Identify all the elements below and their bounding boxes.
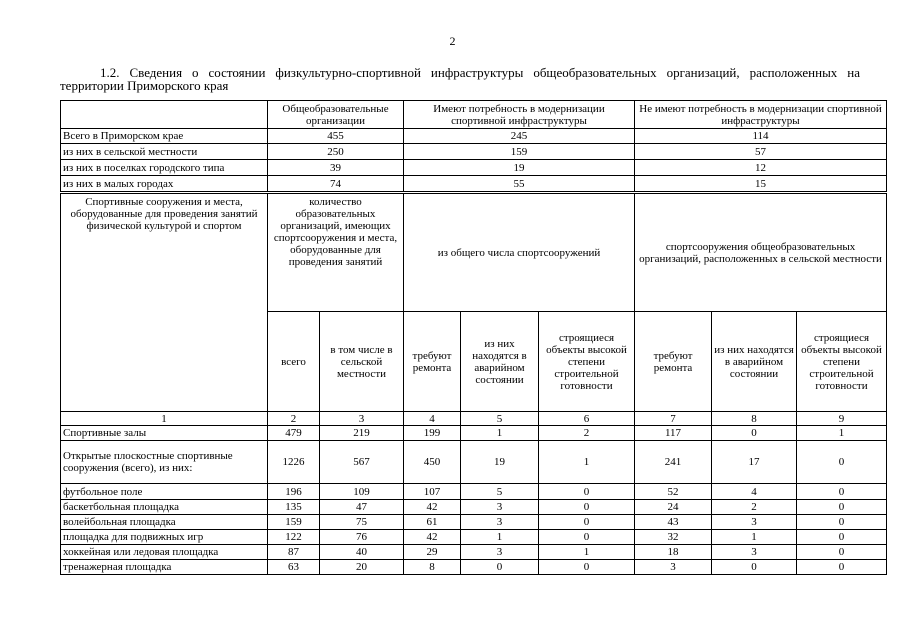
cell-value: 20	[320, 560, 404, 575]
row-label: из них в сельской местности	[61, 144, 268, 160]
row-label: Всего в Приморском крае	[61, 129, 268, 144]
cell-value: 39	[268, 160, 404, 176]
heading-text: 1.2. Сведения о состоянии физкультурно-спортивной инфраструктуры общеобразовательных организаций, расположенных на территории Приморского края	[60, 65, 860, 93]
row-label: из них в поселках городского типа	[61, 160, 268, 176]
header-org-count: количество образовательных организаций, имеющих спортсооружения и места, оборудованные для проведения занятий	[268, 194, 404, 312]
row-label: Открытые плоскостные спортивные сооружения (всего), из них:	[61, 441, 268, 484]
section-heading	[60, 66, 860, 92]
subheader-repair-rural: требуют ремонта	[635, 312, 712, 412]
cell-value: 135	[268, 500, 320, 515]
cell-value: 199	[404, 426, 461, 441]
cell-value: 3	[712, 515, 797, 530]
cell-value: 159	[268, 515, 320, 530]
cell-value: 32	[635, 530, 712, 545]
cell-value: 0	[539, 560, 635, 575]
cell-value: 76	[320, 530, 404, 545]
cell-value: 52	[635, 484, 712, 500]
col-number: 9	[797, 412, 887, 426]
summary-header-orgs: Общеобразовательные организации	[268, 101, 404, 129]
subheader-total: всего	[268, 312, 320, 412]
cell-value: 47	[320, 500, 404, 515]
cell-value: 3	[461, 515, 539, 530]
header-of-total: из общего числа спортсооружений	[404, 194, 635, 312]
facilities-header-row	[61, 194, 887, 312]
cell-value: 3	[461, 545, 539, 560]
cell-value: 0	[712, 560, 797, 575]
facilities-table	[60, 193, 887, 575]
cell-value: 3	[635, 560, 712, 575]
table-row	[61, 500, 887, 515]
subheader-building-rural: строящиеся объекты высокой степени строительной готовности	[797, 312, 887, 412]
cell-value: 42	[404, 530, 461, 545]
table-row	[61, 441, 887, 484]
column-number-row	[61, 412, 887, 426]
page-number: 2	[449, 34, 456, 48]
col-number: 6	[539, 412, 635, 426]
cell-value: 55	[404, 176, 635, 192]
cell-value: 0	[539, 515, 635, 530]
cell-value: 1	[461, 530, 539, 545]
cell-value: 0	[539, 484, 635, 500]
row-label: баскетбольная площадка	[61, 500, 268, 515]
cell-value: 219	[320, 426, 404, 441]
cell-value: 61	[404, 515, 461, 530]
cell-value: 4	[712, 484, 797, 500]
cell-value: 29	[404, 545, 461, 560]
row-label: тренажерная площадка	[61, 560, 268, 575]
cell-value: 1	[712, 530, 797, 545]
facilities-row-header: Спортивные сооружения и места, оборудованные для проведения занятий физической культурой и спортом	[61, 194, 268, 412]
col-number: 8	[712, 412, 797, 426]
cell-value: 2	[712, 500, 797, 515]
col-number: 2	[268, 412, 320, 426]
cell-value: 18	[635, 545, 712, 560]
col-number: 7	[635, 412, 712, 426]
cell-value: 15	[635, 176, 887, 192]
cell-value: 479	[268, 426, 320, 441]
summary-header-need: Имеют потребность в модернизации спортивной инфраструктуры	[404, 101, 635, 129]
cell-value: 2	[539, 426, 635, 441]
col-number: 4	[404, 412, 461, 426]
row-label: хоккейная или ледовая площадка	[61, 545, 268, 560]
table-row	[61, 160, 887, 176]
cell-value: 122	[268, 530, 320, 545]
table-row	[61, 545, 887, 560]
cell-value: 3	[461, 500, 539, 515]
summary-corner-cell	[61, 101, 268, 129]
cell-value: 0	[539, 530, 635, 545]
summary-table	[60, 100, 887, 192]
cell-value: 1	[539, 545, 635, 560]
cell-value: 0	[797, 515, 887, 530]
table-row	[61, 530, 887, 545]
cell-value: 0	[797, 530, 887, 545]
table-row	[61, 176, 887, 192]
cell-value: 8	[404, 560, 461, 575]
row-label: футбольное поле	[61, 484, 268, 500]
subheader-building: строящиеся объекты высокой степени строительной готовности	[539, 312, 635, 412]
table-row	[61, 515, 887, 530]
col-number: 5	[461, 412, 539, 426]
cell-value: 109	[320, 484, 404, 500]
cell-value: 0	[797, 545, 887, 560]
cell-value: 87	[268, 545, 320, 560]
col-number: 1	[61, 412, 268, 426]
cell-value: 455	[268, 129, 404, 144]
subheader-emergency-rural: из них находятся в аварийном состоянии	[712, 312, 797, 412]
col-number: 3	[320, 412, 404, 426]
table-row	[61, 129, 887, 144]
cell-value: 74	[268, 176, 404, 192]
cell-value: 75	[320, 515, 404, 530]
table-row	[61, 144, 887, 160]
cell-value: 114	[635, 129, 887, 144]
cell-value: 43	[635, 515, 712, 530]
table-row	[61, 484, 887, 500]
cell-value: 245	[404, 129, 635, 144]
header-rural-facilities: спортсооружения общеобразовательных организаций, расположенных в сельской местности	[635, 194, 887, 312]
cell-value: 3	[712, 545, 797, 560]
summary-header-row	[61, 101, 887, 129]
cell-value: 19	[461, 441, 539, 484]
cell-value: 567	[320, 441, 404, 484]
cell-value: 0	[797, 500, 887, 515]
cell-value: 0	[797, 441, 887, 484]
cell-value: 17	[712, 441, 797, 484]
table-row	[61, 560, 887, 575]
subheader-repair: требуют ремонта	[404, 312, 461, 412]
cell-value: 63	[268, 560, 320, 575]
cell-value: 107	[404, 484, 461, 500]
cell-value: 5	[461, 484, 539, 500]
cell-value: 40	[320, 545, 404, 560]
cell-value: 159	[404, 144, 635, 160]
cell-value: 0	[539, 500, 635, 515]
subheader-emergency: из них находятся в аварийном состоянии	[461, 312, 539, 412]
cell-value: 24	[635, 500, 712, 515]
row-label: Спортивные залы	[61, 426, 268, 441]
row-label: волейбольная площадка	[61, 515, 268, 530]
row-label: площадка для подвижных игр	[61, 530, 268, 545]
cell-value: 117	[635, 426, 712, 441]
cell-value: 19	[404, 160, 635, 176]
row-label: из них в малых городах	[61, 176, 268, 192]
cell-value: 0	[461, 560, 539, 575]
cell-value: 196	[268, 484, 320, 500]
cell-value: 1226	[268, 441, 320, 484]
cell-value: 241	[635, 441, 712, 484]
cell-value: 42	[404, 500, 461, 515]
cell-value: 0	[797, 560, 887, 575]
subheader-rural: в том числе в сельской местности	[320, 312, 404, 412]
cell-value: 1	[461, 426, 539, 441]
cell-value: 250	[268, 144, 404, 160]
cell-value: 0	[797, 484, 887, 500]
cell-value: 0	[712, 426, 797, 441]
cell-value: 57	[635, 144, 887, 160]
cell-value: 1	[797, 426, 887, 441]
cell-value: 450	[404, 441, 461, 484]
table-row	[61, 426, 887, 441]
summary-header-noneed: Не имеют потребность в модернизации спортивной инфраструктуры	[635, 101, 887, 129]
cell-value: 1	[539, 441, 635, 484]
cell-value: 12	[635, 160, 887, 176]
